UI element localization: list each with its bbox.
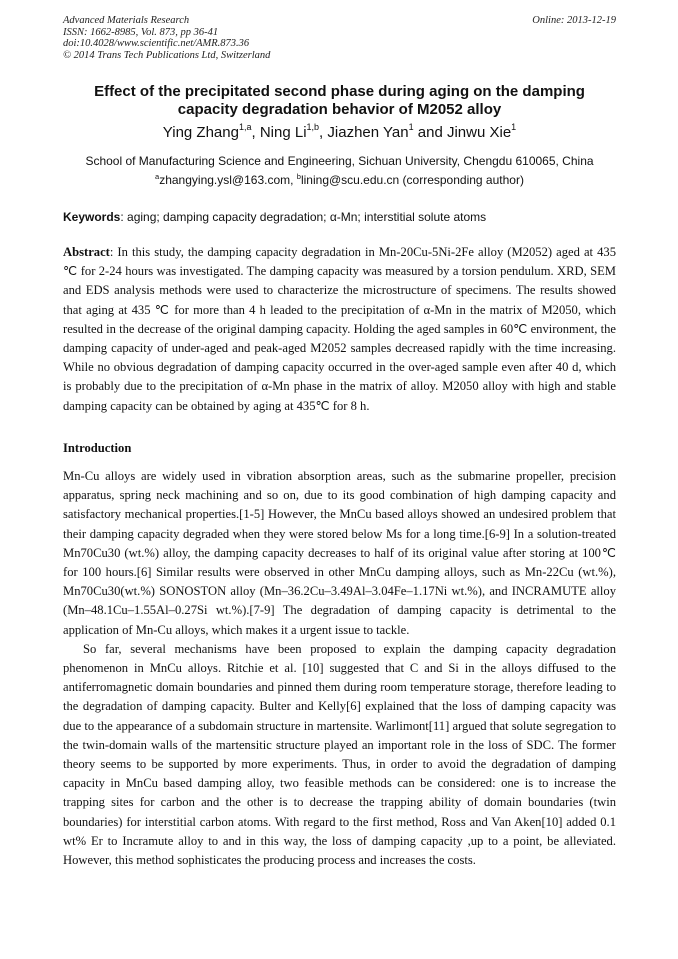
copyright-line: © 2014 Trans Tech Publications Ltd, Switzerland: [63, 49, 271, 61]
journal-header: [63, 15, 270, 61]
author-name: Ning Li: [259, 124, 307, 141]
paragraph: Mn-Cu alloys are widely used in vibration absorption areas, such as the submarine propeller, precision apparatus, spring neck machining and so on, due to its good combination of high damping capacity and satisfactory mechanical properties.[1-5] However, the MnCu based alloys showed an undesired problem that their damping capacity degraded when they were stored below Ms for a long time.[6-9] In a solution-treated Mn70Cu30 (wt.%) alloy, the damping capacity decreases to half of its original value after storing at 100℃ for 100 hours.[6] Similar results were observed in other MnCu damping alloys, such as Mn-22Cu (wt.%), Mn70Cu30(wt.%) SONOSTON alloy (Mn–36.2Cu–3.49Al–3.04Fe–1.17Ni wt.%), and INCRAMUTE alloy (Mn–48.1Cu–1.55Al–0.27Si wt.%).[7-9] The degradation of damping capacity is detrimental to the application of Mn-Cu alloys, which makes it a urgent issue to tackle.: [63, 469, 616, 637]
author-sep: ,: [319, 124, 328, 141]
paragraph: So far, several mechanisms have been proposed to explain the damping capacity degradation phenomenon in MnCu alloys. Ritchie et al. [10] suggested that C and Si in the alloys diffused to the antiferromagnetic domain boundaries and pinned them during room temperature storage, therefore leading to the degradation of damping capacity. Bulter and Kelly[6] explained that the loss of damping capacity was due to the appearance of a subdomain structure in martensite. Warlimont[11] argued that solute segregation to the twin-domain walls of the martensitic structure played an important role in the loss of SDC. The former theory seems to be supported by more experiments. Thus, in order to avoid the degradation of damping capacity in MnCu based damping alloy, two feasible methods can be considered: one is to increase the trapping sites for carbon and the other is to decrease the trapping ability of domain boundaries (twin boundaries) for interstitial carbon atoms. With regard to the first method, Ross and Van Aken[10] added 0.1 wt% Er to Incramute alloy to and in this way, the loss of damping capacity ,up to a point, be alleviated. However, this method sophisticates the producing process and increases the costs.: [63, 641, 616, 868]
author-sep: and: [413, 124, 447, 141]
author-affil-sup: 1,b: [306, 122, 320, 132]
keywords-label: Keywords: [63, 210, 121, 224]
email-line: [63, 171, 616, 190]
email-a[interactable]: zhangying.ysl@163.com,: [159, 173, 297, 187]
affiliation: School of Manufacturing Science and Engineering, Sichuan University, Chengdu 610065, China: [85, 154, 594, 168]
online-date: Online: 2013-12-19: [532, 15, 616, 26]
email-sup: a: [155, 172, 160, 181]
keywords-text: : aging; damping capacity degradation; α-Mn; interstitial solute atoms: [120, 210, 487, 224]
author-name: Jiazhen Yan: [327, 124, 409, 141]
abstract-text: : In this study, the damping capacity degradation in Mn-20Cu-5Ni-2Fe alloy (M2052) aged at 435 ℃ for 2-24 hours was investigated. The damping capacity was measured by a torsion pendulum. XRD, SEM and EDS analysis methods were used to characterize the microstructure of specimens. The results showed that aging at 435 ℃ for more than 4 h leaded to the precipitation of α-Mn in the matrix of M2050, which resulted in the decrease of the original damping capacity. Holding the aged samples in 60℃ environment, the damping capacity of under-aged and peak-aged M2052 samples decreased rapidly with the time increasing. While no obvious degradation of damping capacity occurred in the over-aged sample even after 40 d, which is probably due to the precipitation of α-Mn phase in the matrix of alloy. M2050 alloy with high and stable damping capacity can be obtained by aging at 435℃ for 8 h.: [63, 245, 616, 413]
doi-line: doi:10.4028/www.scientific.net/AMR.873.36: [63, 38, 250, 49]
author-sep: ,: [251, 124, 260, 141]
section-heading-introduction: Introduction: [63, 441, 132, 455]
author-affil-sup: 1: [408, 122, 414, 132]
journal-name: Advanced Materials Research: [63, 15, 190, 26]
keywords: [63, 209, 616, 225]
author-name: Jinwu Xie: [446, 124, 512, 141]
affiliation-block: [63, 152, 616, 190]
author-affil-sup: 1: [511, 122, 517, 132]
abstract: [63, 243, 616, 416]
email-sup: b: [296, 172, 301, 181]
paper-title: Effect of the precipitated second phase during aging on the damping capacity degradation behavior of M2052 alloy: [94, 83, 585, 118]
abstract-label: Abstract: [63, 245, 110, 259]
issn-line: ISSN: 1662-8985, Vol. 873, pp 36-41: [63, 26, 219, 38]
introduction-body: [63, 467, 616, 870]
author-affil-sup: 1,a: [238, 122, 252, 132]
author-list: [63, 124, 616, 142]
email-b[interactable]: lining@scu.edu.cn (corresponding author): [300, 173, 524, 187]
author-name: Ying Zhang: [162, 124, 239, 141]
